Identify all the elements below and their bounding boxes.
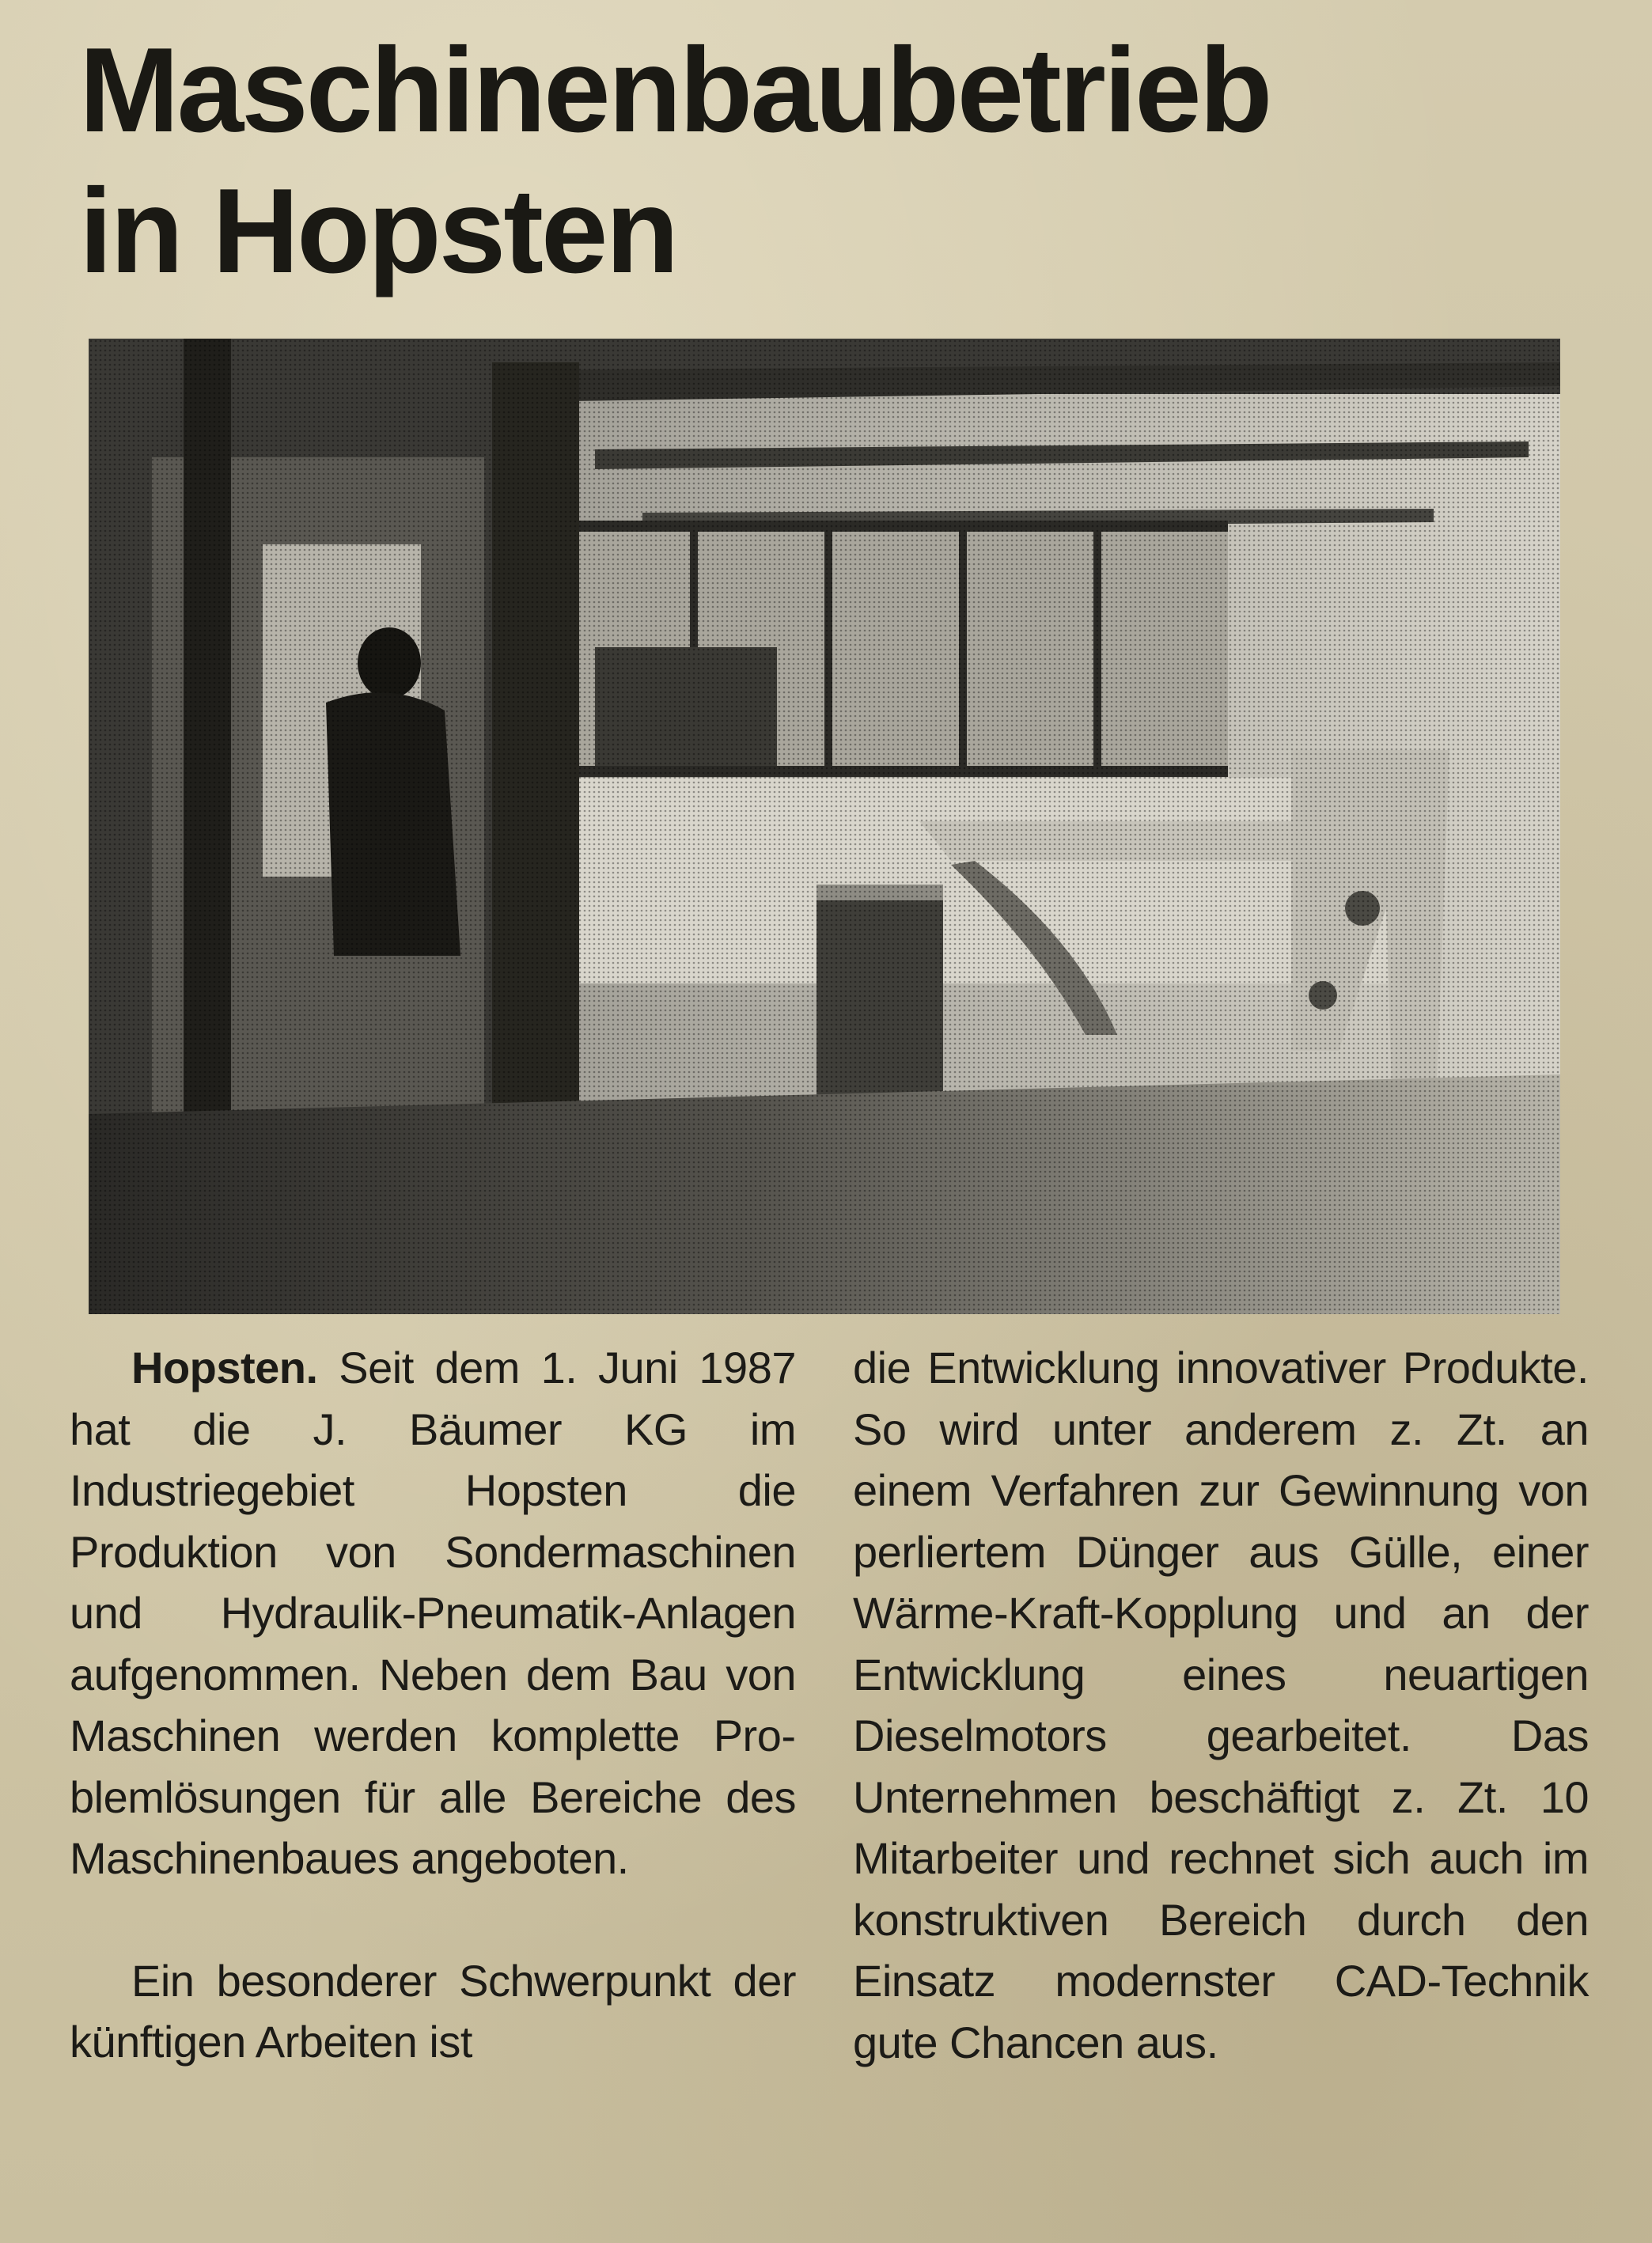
factory-hall-photo: [89, 339, 1560, 1314]
article-column-right: [853, 1337, 1589, 2073]
dateline: Hopsten.: [131, 1343, 318, 1392]
article-paragraph-2: Ein besonderer Schwerpunkt der künftigen Arbeiten ist: [70, 1955, 796, 2067]
article-paragraph-1: [70, 1337, 796, 1889]
article-paragraph-3: die Entwicklung innovativer Produkte. So wird unter anderem z. Zt. an einem Verfahren zur Gewinnung von perliertem Dünger aus Gülle, einer Wärme-Kraft-Kopplung und an der Entwicklung eines neuartigen Dieselmotors gearbeitet. Das Unternehmen beschäftigt z. Zt. 10 Mitarbeiter und rechnet sich auch im konstruktiven Bereich durch den Einsatz modernster CAD-Technik gute Chancen aus.: [853, 1343, 1589, 2067]
article-column-left: [70, 1337, 796, 2073]
paragraph-1-text: Seit dem 1. Juni 1987 hat die J. Bäumer KG im Industriegebiet Hopsten die Produktion von Sondermaschinen und Hydraulik-Pneumatik-Anlagen aufgenommen. Neben dem Bau von Maschinen werden komplette Problemlösungen für alle Bereiche des Maschinenbaues angeboten.: [70, 1343, 796, 1883]
headline-line-2: in Hopsten: [79, 164, 677, 298]
headline: [79, 20, 1606, 301]
headline-line-1: Maschinenbaubetrieb: [79, 23, 1271, 157]
